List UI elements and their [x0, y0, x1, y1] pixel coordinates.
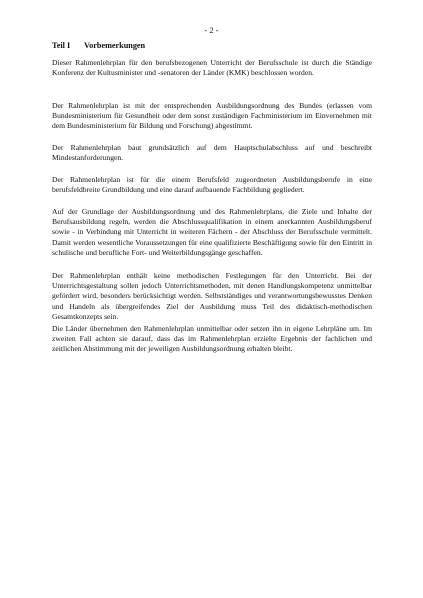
section-title: Vorbemerkungen: [84, 41, 146, 50]
paragraph-qualification: Auf der Grundlage der Ausbildungsordnung und des Rahmenlehrplans, die Ziele und Inhalte der Berufsausbildung regeln, werden die Abschlussqualifikation in einem anerkannten Ausbildungsberuf sowie - in Verbindung mit Unterricht in weiteren Fächern - der Abschluss der Berufsschule vermittelt. Damit werden wesentliche Voraussetzungen für eine qualifizierte Beschäftigung sowie für den Eintritt in schulische und berufliche Fort- und Weiterbildungsgänge geschaffen.: [52, 207, 372, 257]
page-number: - 2 -: [204, 25, 219, 35]
paragraph-methods: Der Rahmenlehrplan enthält keine methodischen Festlegungen für den Unterricht. Bei der Unterrichtsgestaltung sollen jedoch Unterrichtsmethoden, mit denen Handlungskompetenz unmittelbar gefördert wird, besonders berücksichtigt werden. Selbstständiges und verantwortungsbewusstes Denken und Handeln als übergreifendes Ziel der Ausbildung muss Teil des didaktisch-methodischen Gesamtkonzepts sein.: [52, 271, 372, 321]
paragraph-kmk-resolution: Dieser Rahmenlehrplan für den berufsbezogenen Unterricht der Berufsschule ist durch die Ständige Konferenz der Kultusminister und -senatoren der Länder (KMK) beschlossen worden.: [52, 58, 372, 78]
paragraph-adoption: Die Länder übernehmen den Rahmenlehrplan unmittelbar oder setzen ihn in eigene Lehrpläne um. Im zweiten Fall achten sie darauf, dass das im Rahmenlehrplan erzielte Ergebnis der fachlichen und zeitlichen Abstimmung mit der jeweiligen Ausbildungsordnung erhalten bleibt.: [52, 324, 372, 354]
paragraph-coordination: Der Rahmenlehrplan ist mit der entsprechenden Ausbildungsordnung des Bundes (erlassen vom Bundesministerium für Gesundheit oder dem sonst zuständigen Fachministerium im Einvernehmen mit dem Bundesministerium für Bildung und Forschung) abgestimmt.: [52, 101, 372, 131]
section-heading: [52, 41, 145, 51]
section-number: Teil I: [52, 41, 71, 50]
paragraph-minimum-requirements: Der Rahmenlehrplan baut grundsätzlich auf dem Hauptschulabschluss auf und beschreibt Mindestanforderungen.: [52, 143, 372, 163]
paragraph-structure: Der Rahmenlehrplan ist für die einem Berufsfeld zugeordneten Ausbildungsberufe in eine berufsfeldbreite Grundbildung und eine darauf aufbauende Fachbildung gegliedert.: [52, 175, 372, 195]
